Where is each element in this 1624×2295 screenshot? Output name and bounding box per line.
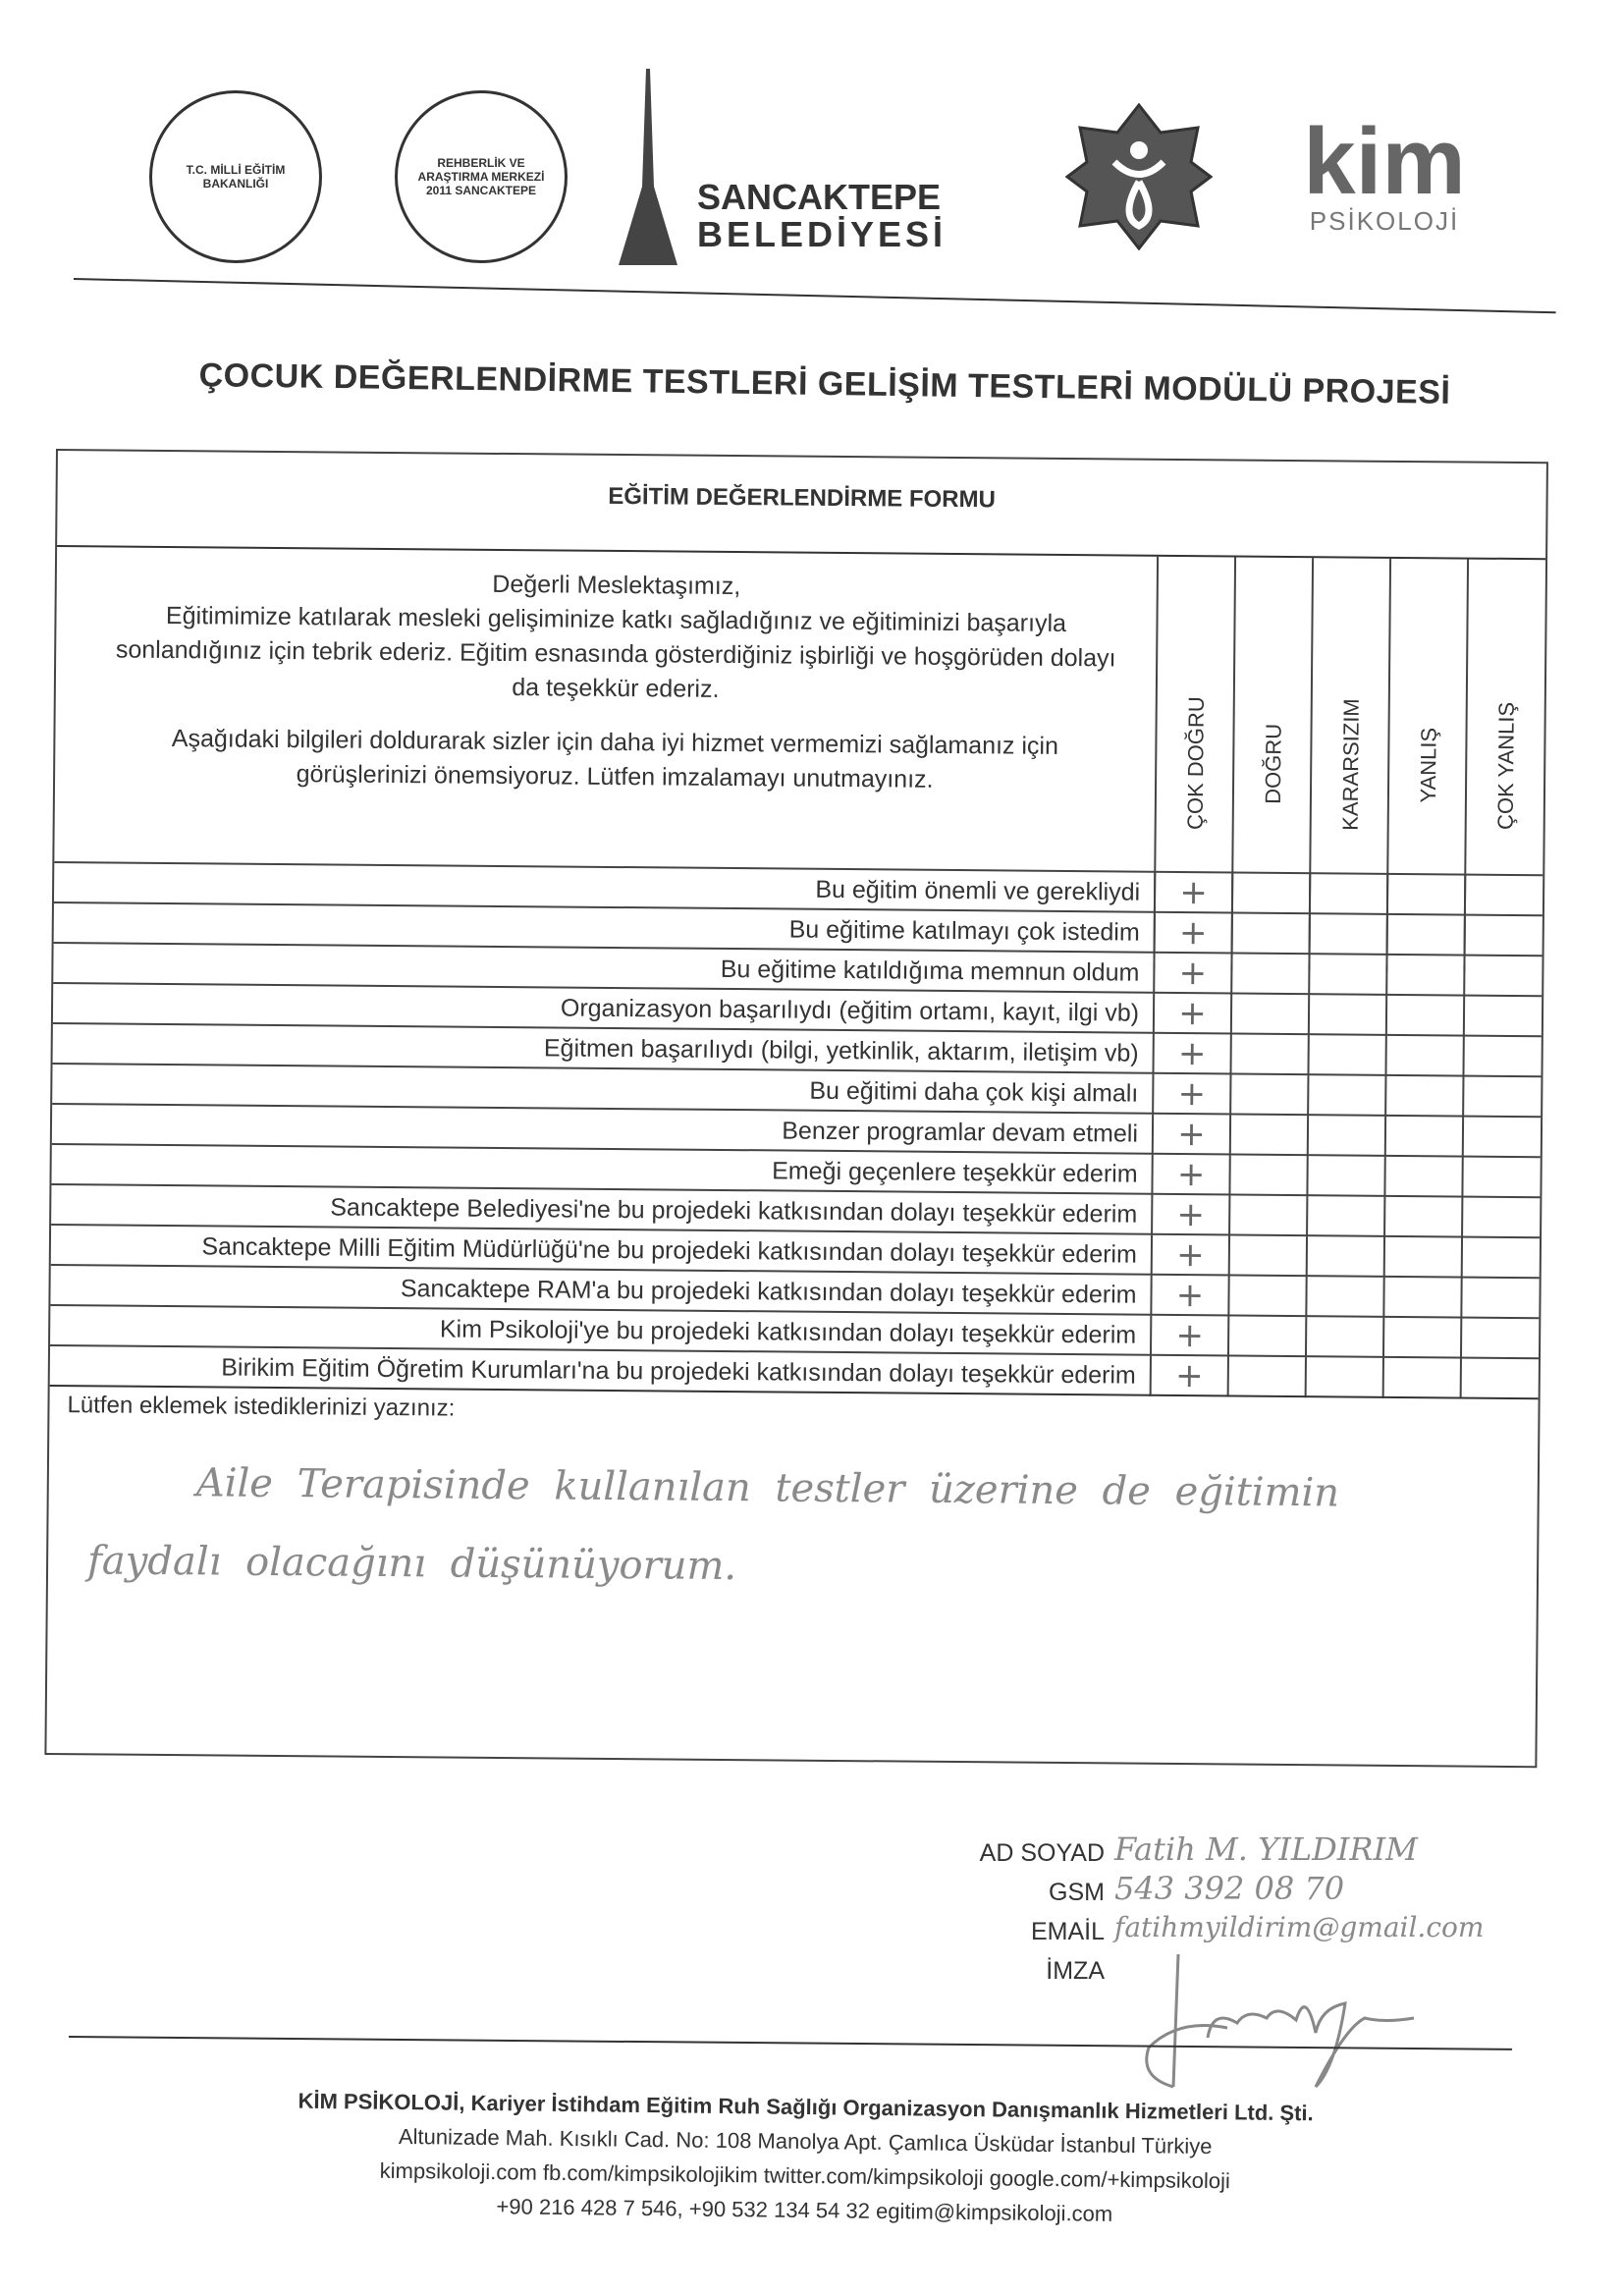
checkmark-plus-icon: + bbox=[1177, 1114, 1206, 1155]
rating-cell-0[interactable] bbox=[1151, 1155, 1228, 1196]
rating-cell-0[interactable] bbox=[1154, 913, 1231, 955]
page-title: ÇOCUK DEĞERLENDİRME TESTLERİ GELİŞİM TESTLERİ MODÜLÜ PROJESİ bbox=[198, 356, 1451, 411]
rating-cell-4[interactable] bbox=[1462, 1037, 1541, 1078]
rating-cell-4[interactable] bbox=[1460, 1319, 1539, 1360]
rating-cell-3[interactable] bbox=[1382, 1318, 1460, 1359]
statement-text: Eğitmen başarılıydı (bilgi, yetkinlik, aktarım, iletişim vb) bbox=[543, 1034, 1139, 1067]
rating-cell-3[interactable] bbox=[1383, 1237, 1461, 1279]
statement-text: Bu eğitimi daha çok kişi almalı bbox=[809, 1076, 1139, 1108]
rating-cell-1[interactable] bbox=[1228, 1155, 1306, 1196]
rating-cell-1[interactable] bbox=[1230, 994, 1308, 1035]
rating-cell-4[interactable] bbox=[1460, 1359, 1539, 1400]
email-value[interactable]: fatihmyildirim@gmail.com bbox=[1114, 1911, 1485, 1943]
ram-seal bbox=[395, 90, 568, 263]
rating-cell-3[interactable] bbox=[1382, 1278, 1460, 1319]
rating-cell-4[interactable] bbox=[1464, 876, 1543, 917]
name-value[interactable]: Fatih M. YILDIRIM bbox=[1114, 1831, 1418, 1868]
rating-cell-4[interactable] bbox=[1462, 1077, 1541, 1119]
checkmark-plus-icon: + bbox=[1177, 1033, 1207, 1074]
statement-text: Bu eğitime katılmayı çok istedim bbox=[788, 915, 1140, 947]
gsm-value[interactable]: 543 392 08 70 bbox=[1114, 1870, 1345, 1907]
rating-cell-1[interactable] bbox=[1231, 913, 1309, 955]
rating-cell-1[interactable] bbox=[1229, 1074, 1307, 1116]
sancaktepe-line2: BELEDİYESİ bbox=[697, 214, 947, 254]
rating-cell-3[interactable] bbox=[1384, 1036, 1462, 1077]
rating-cell-2[interactable] bbox=[1309, 874, 1386, 915]
statement-text: Benzer programlar devam etmeli bbox=[782, 1117, 1139, 1148]
ram-logo bbox=[393, 69, 569, 285]
rating-cell-2[interactable] bbox=[1306, 1236, 1383, 1278]
rating-cell-3[interactable] bbox=[1383, 1197, 1461, 1238]
rating-cell-3[interactable] bbox=[1384, 1076, 1462, 1118]
rating-cell-0[interactable] bbox=[1152, 1074, 1229, 1116]
rating-cell-0[interactable] bbox=[1151, 1195, 1228, 1236]
footer-company: KİM PSİKOLOJİ, Kariyer İstihdam Eğitim Ruh Sağlığı Organizasyon Danışmanlık Hizmetleri Ltd. Şti. bbox=[298, 2088, 1314, 2126]
statement-text: Organizasyon başarılıydı (eğitim ortamı, kayıt, ilgi vb) bbox=[560, 994, 1140, 1027]
rating-cell-0[interactable] bbox=[1152, 1034, 1229, 1075]
email-label: EMAİL bbox=[1030, 1918, 1105, 1945]
intro-paragraph-1: Eğitimimize katılarak mesleki gelişiminize katkı sağladığınız ve eğitiminizi başarıyla sonlandığınız için tebrik ederiz. Eğitim esnasında gösterdiğiniz işbirliği ve hoşgörüden dolayı da teşekkür ederiz. bbox=[115, 601, 1116, 703]
statement-text: Sancaktepe Belediyesi'ne bu projedeki katkısından dolayı teşekkür ederim bbox=[330, 1193, 1138, 1229]
rating-cell-2[interactable] bbox=[1306, 1196, 1383, 1237]
statement-text: Sancaktepe Milli Eğitim Müdürlüğü'ne bu projedeki katkısından dolayı teşekkür ederim bbox=[201, 1232, 1138, 1269]
gsm-label: GSM bbox=[1049, 1879, 1105, 1906]
name-label: AD SOYAD bbox=[979, 1839, 1105, 1867]
rating-cell-0[interactable] bbox=[1153, 954, 1230, 995]
rating-cell-3[interactable] bbox=[1382, 1358, 1460, 1399]
column-label: ÇOK YANLIŞ bbox=[1492, 701, 1519, 831]
column-label: ÇOK DOĞRU bbox=[1182, 696, 1209, 831]
column-label: YANLIŞ bbox=[1415, 727, 1441, 803]
checkmark-plus-icon: + bbox=[1179, 873, 1209, 913]
rating-cell-2[interactable] bbox=[1306, 1156, 1383, 1197]
intro-paragraph-2: Aşağıdaki bilgileri doldurarak sizler için daha iyi hizmet vermemizi sağlamanız için görüşlerinizi önemsiyoruz. Lütfen imzalamayı unutmayınız. bbox=[171, 725, 1059, 793]
statement-text: Bu eğitime katıldığıma memnun oldum bbox=[720, 955, 1140, 987]
comments-area[interactable] bbox=[87, 1443, 1502, 1612]
tower-icon bbox=[609, 69, 687, 285]
rating-cell-0[interactable] bbox=[1150, 1276, 1227, 1317]
rating-cell-1[interactable] bbox=[1228, 1235, 1306, 1277]
birikim-logo bbox=[1060, 69, 1218, 285]
checkmark-plus-icon: + bbox=[1177, 1073, 1207, 1115]
rating-cell-2[interactable] bbox=[1307, 1035, 1384, 1076]
rating-cell-1[interactable] bbox=[1230, 954, 1308, 995]
meb-logo-text: T.C. MİLLİ EĞİTİM BAKANLIĞI bbox=[186, 163, 286, 191]
kim-logo-sub: PSİKOLOJİ bbox=[1309, 205, 1460, 236]
rating-cell-2[interactable] bbox=[1307, 1116, 1384, 1157]
rating-cell-2[interactable] bbox=[1309, 914, 1386, 956]
rating-cell-1[interactable] bbox=[1227, 1316, 1305, 1357]
rating-cell-2[interactable] bbox=[1305, 1317, 1382, 1358]
statement-text: Bu eğitim önemli ve gerekliydi bbox=[815, 875, 1141, 906]
rating-cell-1[interactable] bbox=[1227, 1276, 1305, 1317]
rating-cell-3[interactable] bbox=[1383, 1157, 1461, 1198]
footer-address: Altunizade Mah. Kısıklı Cad. No: 108 Manolya Apt. Çamlıca Üsküdar İstanbul Türkiye bbox=[398, 2123, 1213, 2159]
comment-line-2[interactable]: faydalı olacağını düşünüyorum. bbox=[86, 1538, 737, 1590]
rating-cell-1[interactable] bbox=[1228, 1195, 1306, 1236]
rating-cell-4[interactable] bbox=[1460, 1279, 1539, 1320]
footer-contact: +90 216 428 7 546, +90 532 134 54 32 egitim@kimpsikoloji.com bbox=[496, 2194, 1113, 2226]
checkmark-plus-icon: + bbox=[1174, 1355, 1204, 1396]
footer bbox=[264, 2083, 1346, 2233]
rating-cell-4[interactable] bbox=[1463, 997, 1542, 1038]
checkmark-plus-icon: + bbox=[1178, 913, 1208, 954]
rating-cell-1[interactable] bbox=[1227, 1356, 1305, 1397]
ram-logo-text: REHBERLİK VE ARAŞTIRMA MERKEZİ 2011 SANCAKTEPE bbox=[417, 156, 545, 197]
checkmark-plus-icon: + bbox=[1178, 993, 1207, 1034]
rating-cell-3[interactable] bbox=[1385, 996, 1463, 1037]
rating-cell-3[interactable] bbox=[1384, 1117, 1462, 1158]
rating-cell-0[interactable] bbox=[1150, 1356, 1227, 1397]
comments-label: Lütfen eklemek istediklerinizi yazınız: bbox=[67, 1392, 456, 1422]
rating-cell-4[interactable] bbox=[1461, 1198, 1540, 1239]
kim-psikoloji-logo bbox=[1276, 69, 1492, 285]
rating-cell-0[interactable] bbox=[1153, 994, 1230, 1035]
rating-cell-4[interactable] bbox=[1462, 1118, 1541, 1159]
handwritten-signature bbox=[1119, 1949, 1443, 2097]
meb-logo bbox=[147, 69, 324, 285]
rating-cell-4[interactable] bbox=[1461, 1238, 1540, 1280]
statement-text: Emeği geçenlere teşekkür ederim bbox=[772, 1157, 1138, 1188]
checkmark-plus-icon: + bbox=[1178, 954, 1208, 994]
column-label: DOĞRU bbox=[1260, 723, 1286, 804]
rating-cell-2[interactable] bbox=[1307, 1075, 1384, 1117]
rating-cell-4[interactable] bbox=[1461, 1158, 1540, 1199]
rating-cell-2[interactable] bbox=[1308, 995, 1385, 1036]
statement-text: Sancaktepe RAM'a bu projedeki katkısından dolayı teşekkür ederim bbox=[400, 1275, 1137, 1309]
rating-cell-1[interactable] bbox=[1229, 1115, 1307, 1156]
meb-seal bbox=[149, 90, 322, 263]
rating-cell-0[interactable] bbox=[1154, 873, 1231, 914]
footer-links: kimpsikoloji.com fb.com/kimpsikolojikim twitter.com/kimpsikoloji google.com/+kimpsikoloji bbox=[379, 2158, 1231, 2194]
checkmark-plus-icon: + bbox=[1176, 1154, 1206, 1195]
rating-cell-1[interactable] bbox=[1229, 1034, 1307, 1075]
statement-text: Birikim Eğitim Öğretim Kurumları'na bu projedeki katkısından dolayı teşekkür ederim bbox=[221, 1353, 1136, 1390]
rating-cell-2[interactable] bbox=[1305, 1277, 1382, 1318]
intro-greeting: Değerli Meslektaşımız, bbox=[492, 570, 741, 601]
rating-cell-0[interactable] bbox=[1150, 1316, 1227, 1357]
evaluation-form bbox=[44, 449, 1548, 1768]
signature-label: İMZA bbox=[1046, 1957, 1105, 1985]
rating-cell-0[interactable] bbox=[1151, 1235, 1228, 1277]
star-emblem-icon bbox=[1065, 103, 1213, 250]
rating-cell-4[interactable] bbox=[1464, 916, 1543, 957]
rating-cell-3[interactable] bbox=[1386, 875, 1464, 916]
comment-line-1[interactable]: Aile Terapisinde kullanılan testler üzerine de eğitimin bbox=[195, 1460, 1340, 1516]
sancaktepe-logo bbox=[609, 69, 982, 285]
rating-cell-3[interactable] bbox=[1386, 915, 1464, 956]
rating-cell-0[interactable] bbox=[1152, 1115, 1229, 1156]
rating-cell-4[interactable] bbox=[1463, 956, 1542, 998]
column-label: KARARSIZIM bbox=[1337, 698, 1364, 831]
checkmark-plus-icon: + bbox=[1176, 1194, 1206, 1235]
intro-text bbox=[75, 564, 1157, 799]
kim-logo-word: kim bbox=[1303, 108, 1466, 214]
rating-cell-3[interactable] bbox=[1385, 956, 1463, 997]
checkmark-plus-icon: + bbox=[1175, 1275, 1205, 1316]
rating-cell-1[interactable] bbox=[1231, 873, 1309, 914]
checkmark-plus-icon: + bbox=[1175, 1234, 1205, 1276]
rating-cell-2[interactable] bbox=[1305, 1357, 1382, 1398]
checkmark-plus-icon: + bbox=[1175, 1315, 1205, 1356]
form-title: EĞİTİM DEĞERLENDİRME FORMU bbox=[608, 482, 997, 514]
sancaktepe-line1: SANCAKTEPE bbox=[697, 177, 942, 217]
statement-text: Kim Psikoloji'ye bu projedeki katkısından dolayı teşekkür ederim bbox=[439, 1315, 1137, 1349]
rating-cell-2[interactable] bbox=[1308, 955, 1385, 996]
